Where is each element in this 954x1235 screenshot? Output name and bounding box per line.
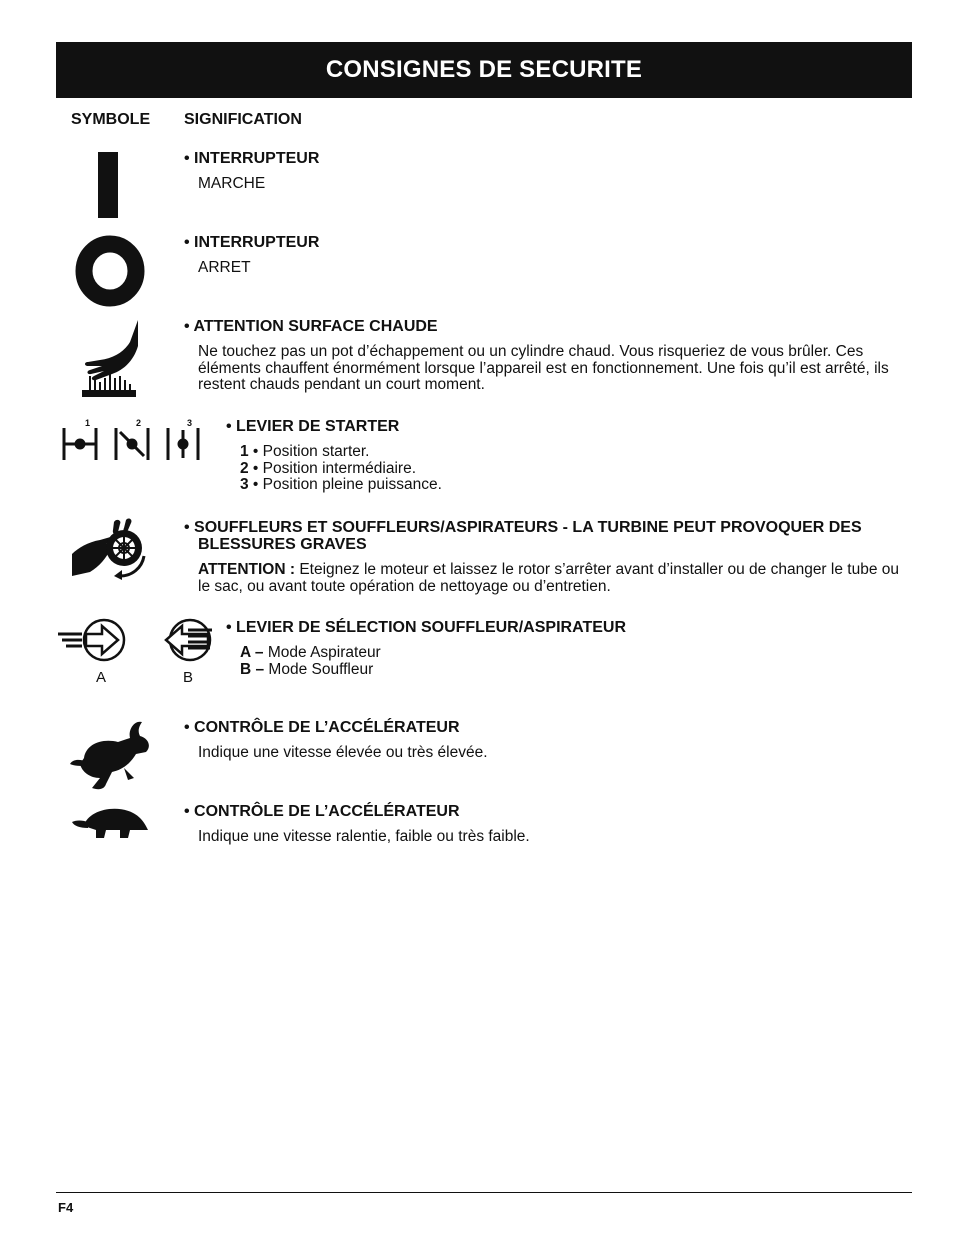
entry-switch-on xyxy=(184,150,904,193)
footer-divider xyxy=(56,1192,912,1193)
choke-label-1: 1 xyxy=(85,418,91,428)
entry-hot-surface xyxy=(184,318,908,394)
entry-switch-off xyxy=(184,234,904,277)
hot-surface-icon xyxy=(80,318,140,398)
choke-label-2: 2 xyxy=(136,418,142,428)
page-number: F4 xyxy=(58,1200,74,1215)
entry-title: • LEVIER DE SÉLECTION SOUFFLEUR/ASPIRATEUR xyxy=(226,619,626,636)
entry-throttle-slow xyxy=(184,803,904,846)
list-item: 3 • Position pleine puissance. xyxy=(240,476,442,493)
page-title: CONSIGNES DE SECURITE xyxy=(325,56,643,83)
entry-title: • LEVIER DE STARTER xyxy=(226,418,400,435)
entry-body: MARCHE xyxy=(198,175,266,192)
list-item: A – Mode Aspirateur xyxy=(240,644,381,661)
entry-choke-lever xyxy=(226,418,906,494)
choke-lever-icon xyxy=(60,426,202,462)
entry-title: • INTERRUPTEUR xyxy=(184,150,320,167)
turtle-icon xyxy=(70,800,152,840)
entry-title: • SOUFFLEURS ET SOUFFLEURS/ASPIRATEURS - LA TURBINE PEUT PROVOQUER DES BLESSURES GRAVES xyxy=(184,519,862,553)
entry-body: Indique une vitesse ralentie, faible ou très faible. xyxy=(198,828,530,845)
switch-off-icon xyxy=(74,234,146,308)
entry-blower-selector xyxy=(226,619,906,678)
selector-label-a: A xyxy=(96,669,107,686)
entry-body xyxy=(226,444,906,494)
entry-title: • INTERRUPTEUR xyxy=(184,234,320,251)
list-item: B – Mode Souffleur xyxy=(240,660,374,678)
entry-throttle-fast xyxy=(184,719,904,762)
entry-title: • ATTENTION SURFACE CHAUDE xyxy=(184,318,438,335)
symbol-column-header: SYMBOLE xyxy=(71,111,151,128)
entry-impeller-warning xyxy=(184,519,908,595)
entry-body: ATTENTION : Eteignez le moteur et laissez le rotor s’arrêter avant d’installer ou de changer le tube ou le sac, ou avant toute opération de nettoyage ou d’entretien. xyxy=(198,561,899,595)
entry-body xyxy=(226,645,906,678)
entry-body: Ne touchez pas un pot d’échappement ou un cylindre chaud. Vous risqueriez de vous brûler. Ces éléments chauffent énormément lorsque l’appareil est en fonctionnement. Une fois qu’il est arrêté, ils restent chauds pendant un court moment. xyxy=(198,343,889,393)
blower-vacuum-selector-icon xyxy=(56,618,214,664)
list-item: 2 • Position intermédiaire. xyxy=(240,459,417,477)
entry-title: • CONTRÔLE DE L’ACCÉLÉRATEUR xyxy=(184,719,460,736)
page-title-banner xyxy=(56,42,912,98)
entry-body: ARRET xyxy=(198,259,251,276)
rabbit-icon xyxy=(68,718,152,792)
selector-label-b: B xyxy=(183,669,194,686)
list-item: 1 • Position starter. xyxy=(240,443,370,460)
meaning-column-header: SIGNIFICATION xyxy=(184,111,302,128)
impeller-hand-icon xyxy=(70,518,154,580)
entry-title: • CONTRÔLE DE L’ACCÉLÉRATEUR xyxy=(184,803,460,820)
switch-on-icon xyxy=(96,150,120,220)
choke-label-3: 3 xyxy=(187,418,193,428)
entry-body: Indique une vitesse élevée ou très élevée. xyxy=(198,744,488,761)
